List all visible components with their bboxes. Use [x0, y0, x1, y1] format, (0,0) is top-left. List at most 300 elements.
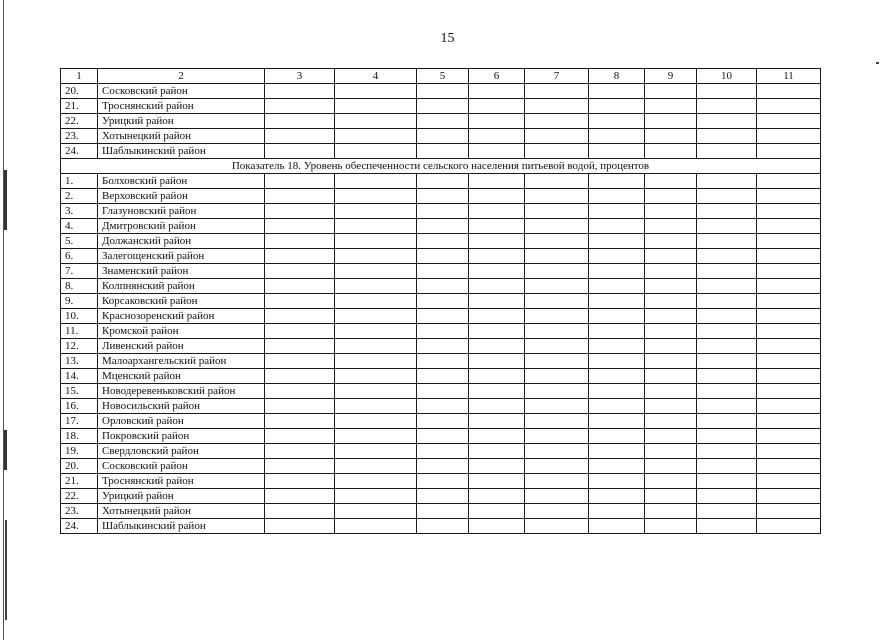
empty-value-cell [757, 474, 821, 489]
empty-value-cell [757, 504, 821, 519]
empty-value-cell [469, 429, 525, 444]
empty-value-cell [417, 519, 469, 534]
empty-value-cell [335, 174, 417, 189]
empty-value-cell [697, 189, 757, 204]
row-number: 24. [61, 519, 98, 534]
empty-value-cell [697, 204, 757, 219]
empty-value-cell [645, 114, 697, 129]
empty-value-cell [757, 219, 821, 234]
empty-value-cell [335, 279, 417, 294]
empty-value-cell [417, 489, 469, 504]
district-name: Должанский район [98, 234, 265, 249]
row-number: 10. [61, 309, 98, 324]
table-row [61, 399, 821, 414]
table-row [61, 99, 821, 114]
empty-value-cell [757, 84, 821, 99]
empty-value-cell [469, 234, 525, 249]
empty-value-cell [645, 474, 697, 489]
table-body [61, 69, 821, 534]
column-header: 11 [757, 69, 821, 84]
empty-value-cell [757, 174, 821, 189]
scan-edge-mark [5, 520, 7, 620]
empty-value-cell [265, 279, 335, 294]
empty-value-cell [645, 489, 697, 504]
empty-value-cell [589, 519, 645, 534]
empty-value-cell [525, 489, 589, 504]
column-header: 9 [645, 69, 697, 84]
empty-value-cell [335, 474, 417, 489]
row-number: 11. [61, 324, 98, 339]
table-row [61, 219, 821, 234]
empty-value-cell [645, 399, 697, 414]
table-row [61, 309, 821, 324]
empty-value-cell [417, 309, 469, 324]
empty-value-cell [757, 414, 821, 429]
district-name: Верховский район [98, 189, 265, 204]
empty-value-cell [265, 204, 335, 219]
empty-value-cell [335, 414, 417, 429]
empty-value-cell [757, 324, 821, 339]
table-row [61, 129, 821, 144]
empty-value-cell [589, 129, 645, 144]
row-number: 5. [61, 234, 98, 249]
table-row [61, 144, 821, 159]
empty-value-cell [469, 249, 525, 264]
district-name: Хотынецкий район [98, 129, 265, 144]
empty-value-cell [417, 354, 469, 369]
empty-value-cell [645, 174, 697, 189]
empty-value-cell [589, 354, 645, 369]
district-name: Свердловский район [98, 444, 265, 459]
empty-value-cell [645, 294, 697, 309]
empty-value-cell [417, 114, 469, 129]
empty-value-cell [265, 324, 335, 339]
table-row [61, 204, 821, 219]
empty-value-cell [469, 504, 525, 519]
empty-value-cell [335, 369, 417, 384]
empty-value-cell [757, 354, 821, 369]
empty-value-cell [469, 444, 525, 459]
empty-value-cell [525, 429, 589, 444]
column-header: 2 [98, 69, 265, 84]
empty-value-cell [589, 249, 645, 264]
empty-value-cell [697, 99, 757, 114]
empty-value-cell [335, 294, 417, 309]
empty-value-cell [645, 414, 697, 429]
empty-value-cell [525, 369, 589, 384]
empty-value-cell [697, 369, 757, 384]
empty-value-cell [525, 519, 589, 534]
table-row [61, 444, 821, 459]
row-number: 23. [61, 504, 98, 519]
empty-value-cell [589, 414, 645, 429]
table-row [61, 264, 821, 279]
empty-value-cell [335, 339, 417, 354]
empty-value-cell [589, 279, 645, 294]
empty-value-cell [417, 459, 469, 474]
row-number: 19. [61, 444, 98, 459]
empty-value-cell [417, 204, 469, 219]
empty-value-cell [265, 519, 335, 534]
empty-value-cell [645, 309, 697, 324]
empty-value-cell [469, 294, 525, 309]
empty-value-cell [645, 459, 697, 474]
table-row [61, 414, 821, 429]
empty-value-cell [697, 84, 757, 99]
district-name: Хотынецкий район [98, 504, 265, 519]
empty-value-cell [697, 129, 757, 144]
empty-value-cell [697, 354, 757, 369]
empty-value-cell [589, 324, 645, 339]
empty-value-cell [335, 429, 417, 444]
column-header: 3 [265, 69, 335, 84]
table-header-row [61, 69, 821, 84]
empty-value-cell [757, 384, 821, 399]
column-header: 8 [589, 69, 645, 84]
table-row [61, 369, 821, 384]
empty-value-cell [469, 144, 525, 159]
empty-value-cell [757, 399, 821, 414]
empty-value-cell [697, 309, 757, 324]
district-name: Корсаковский район [98, 294, 265, 309]
row-number: 15. [61, 384, 98, 399]
table-row [61, 174, 821, 189]
district-name: Сосковский район [98, 459, 265, 474]
empty-value-cell [589, 114, 645, 129]
empty-value-cell [757, 459, 821, 474]
empty-value-cell [265, 114, 335, 129]
empty-value-cell [265, 414, 335, 429]
empty-value-cell [757, 444, 821, 459]
empty-value-cell [525, 414, 589, 429]
empty-value-cell [697, 114, 757, 129]
table-row [61, 474, 821, 489]
empty-value-cell [757, 204, 821, 219]
empty-value-cell [469, 384, 525, 399]
empty-value-cell [589, 474, 645, 489]
empty-value-cell [757, 369, 821, 384]
empty-value-cell [645, 279, 697, 294]
empty-value-cell [589, 264, 645, 279]
row-number: 22. [61, 114, 98, 129]
row-number: 4. [61, 219, 98, 234]
table-row [61, 279, 821, 294]
district-name: Шаблыкинский район [98, 144, 265, 159]
empty-value-cell [589, 189, 645, 204]
row-number: 7. [61, 264, 98, 279]
empty-value-cell [525, 384, 589, 399]
empty-value-cell [697, 249, 757, 264]
empty-value-cell [697, 504, 757, 519]
empty-value-cell [697, 444, 757, 459]
row-number: 20. [61, 459, 98, 474]
empty-value-cell [525, 84, 589, 99]
empty-value-cell [525, 294, 589, 309]
empty-value-cell [469, 279, 525, 294]
row-number: 16. [61, 399, 98, 414]
empty-value-cell [757, 309, 821, 324]
empty-value-cell [417, 189, 469, 204]
table-row [61, 519, 821, 534]
empty-value-cell [265, 504, 335, 519]
table-row [61, 84, 821, 99]
district-name: Орловский район [98, 414, 265, 429]
row-number: 9. [61, 294, 98, 309]
empty-value-cell [589, 204, 645, 219]
district-name: Дмитровский район [98, 219, 265, 234]
table-row [61, 354, 821, 369]
empty-value-cell [469, 174, 525, 189]
empty-value-cell [589, 459, 645, 474]
empty-value-cell [265, 399, 335, 414]
empty-value-cell [697, 324, 757, 339]
empty-value-cell [757, 129, 821, 144]
empty-value-cell [697, 174, 757, 189]
empty-value-cell [417, 84, 469, 99]
district-name: Кромской район [98, 324, 265, 339]
empty-value-cell [645, 249, 697, 264]
empty-value-cell [265, 369, 335, 384]
table-row [61, 339, 821, 354]
row-number: 21. [61, 474, 98, 489]
empty-value-cell [525, 309, 589, 324]
empty-value-cell [645, 339, 697, 354]
empty-value-cell [525, 189, 589, 204]
district-name: Знаменский район [98, 264, 265, 279]
empty-value-cell [469, 264, 525, 279]
row-number: 20. [61, 84, 98, 99]
empty-value-cell [645, 219, 697, 234]
district-name: Новосильский район [98, 399, 265, 414]
district-name: Залегощенский район [98, 249, 265, 264]
empty-value-cell [589, 504, 645, 519]
empty-value-cell [757, 234, 821, 249]
empty-value-cell [417, 249, 469, 264]
empty-value-cell [589, 399, 645, 414]
scan-edge-line [3, 0, 4, 640]
district-name: Краснозоренский район [98, 309, 265, 324]
empty-value-cell [335, 219, 417, 234]
district-name: Покровский район [98, 429, 265, 444]
district-name: Мценский район [98, 369, 265, 384]
empty-value-cell [417, 234, 469, 249]
empty-value-cell [525, 504, 589, 519]
table-row [61, 324, 821, 339]
empty-value-cell [469, 219, 525, 234]
empty-value-cell [335, 399, 417, 414]
empty-value-cell [645, 354, 697, 369]
district-name: Новодеревеньковский район [98, 384, 265, 399]
empty-value-cell [469, 369, 525, 384]
empty-value-cell [645, 519, 697, 534]
empty-value-cell [417, 174, 469, 189]
empty-value-cell [697, 459, 757, 474]
district-name: Малоархангельский район [98, 354, 265, 369]
empty-value-cell [417, 219, 469, 234]
empty-value-cell [265, 489, 335, 504]
empty-value-cell [697, 279, 757, 294]
indicator-table [60, 68, 821, 534]
empty-value-cell [757, 114, 821, 129]
empty-value-cell [589, 99, 645, 114]
empty-value-cell [697, 474, 757, 489]
empty-value-cell [417, 339, 469, 354]
empty-value-cell [265, 309, 335, 324]
empty-value-cell [697, 519, 757, 534]
empty-value-cell [335, 309, 417, 324]
empty-value-cell [265, 249, 335, 264]
empty-value-cell [469, 399, 525, 414]
empty-value-cell [335, 144, 417, 159]
empty-value-cell [525, 114, 589, 129]
empty-value-cell [697, 264, 757, 279]
empty-value-cell [335, 249, 417, 264]
empty-value-cell [265, 84, 335, 99]
empty-value-cell [645, 99, 697, 114]
empty-value-cell [335, 204, 417, 219]
empty-value-cell [265, 444, 335, 459]
table-row [61, 294, 821, 309]
column-header: 10 [697, 69, 757, 84]
empty-value-cell [469, 489, 525, 504]
empty-value-cell [525, 459, 589, 474]
row-number: 24. [61, 144, 98, 159]
empty-value-cell [525, 99, 589, 114]
empty-value-cell [757, 519, 821, 534]
empty-value-cell [417, 429, 469, 444]
empty-value-cell [265, 354, 335, 369]
empty-value-cell [757, 339, 821, 354]
empty-value-cell [525, 234, 589, 249]
empty-value-cell [265, 129, 335, 144]
district-name: Ливенский район [98, 339, 265, 354]
empty-value-cell [417, 444, 469, 459]
empty-value-cell [645, 84, 697, 99]
empty-value-cell [525, 129, 589, 144]
empty-value-cell [265, 384, 335, 399]
row-number: 21. [61, 99, 98, 114]
empty-value-cell [417, 369, 469, 384]
empty-value-cell [697, 219, 757, 234]
table-row [61, 459, 821, 474]
empty-value-cell [335, 444, 417, 459]
table-row [61, 504, 821, 519]
row-number: 8. [61, 279, 98, 294]
empty-value-cell [525, 219, 589, 234]
column-header: 4 [335, 69, 417, 84]
empty-value-cell [469, 324, 525, 339]
row-number: 17. [61, 414, 98, 429]
district-name: Шаблыкинский район [98, 519, 265, 534]
district-name: Троснянский район [98, 99, 265, 114]
empty-value-cell [697, 339, 757, 354]
empty-value-cell [469, 99, 525, 114]
empty-value-cell [757, 279, 821, 294]
section-title: Показатель 18. Уровень обеспеченности сельского населения питьевой водой, процентов [61, 159, 821, 174]
empty-value-cell [335, 114, 417, 129]
empty-value-cell [417, 414, 469, 429]
empty-value-cell [265, 174, 335, 189]
row-number: 6. [61, 249, 98, 264]
row-number: 23. [61, 129, 98, 144]
row-number: 12. [61, 339, 98, 354]
empty-value-cell [335, 519, 417, 534]
empty-value-cell [757, 264, 821, 279]
table-row [61, 489, 821, 504]
empty-value-cell [469, 474, 525, 489]
empty-value-cell [525, 279, 589, 294]
empty-value-cell [525, 474, 589, 489]
column-header: 5 [417, 69, 469, 84]
empty-value-cell [589, 384, 645, 399]
empty-value-cell [589, 339, 645, 354]
empty-value-cell [589, 444, 645, 459]
empty-value-cell [589, 144, 645, 159]
empty-value-cell [645, 369, 697, 384]
table-row [61, 384, 821, 399]
scan-edge-mark [4, 170, 7, 230]
scan-speck [876, 62, 879, 64]
table-row [61, 114, 821, 129]
empty-value-cell [265, 144, 335, 159]
empty-value-cell [697, 414, 757, 429]
row-number: 22. [61, 489, 98, 504]
empty-value-cell [757, 189, 821, 204]
empty-value-cell [265, 294, 335, 309]
empty-value-cell [335, 189, 417, 204]
empty-value-cell [265, 264, 335, 279]
column-header: 6 [469, 69, 525, 84]
empty-value-cell [265, 339, 335, 354]
empty-value-cell [265, 474, 335, 489]
district-name: Сосковский район [98, 84, 265, 99]
empty-value-cell [525, 324, 589, 339]
empty-value-cell [645, 204, 697, 219]
empty-value-cell [335, 459, 417, 474]
empty-value-cell [335, 384, 417, 399]
empty-value-cell [469, 459, 525, 474]
empty-value-cell [757, 294, 821, 309]
empty-value-cell [697, 144, 757, 159]
page-number: 15 [440, 31, 455, 46]
empty-value-cell [335, 264, 417, 279]
empty-value-cell [757, 144, 821, 159]
empty-value-cell [697, 399, 757, 414]
empty-value-cell [525, 444, 589, 459]
empty-value-cell [645, 429, 697, 444]
empty-value-cell [417, 264, 469, 279]
row-number: 18. [61, 429, 98, 444]
table-row [61, 249, 821, 264]
empty-value-cell [469, 519, 525, 534]
empty-value-cell [469, 114, 525, 129]
empty-value-cell [757, 489, 821, 504]
empty-value-cell [697, 294, 757, 309]
empty-value-cell [589, 84, 645, 99]
empty-value-cell [417, 474, 469, 489]
empty-value-cell [265, 99, 335, 114]
empty-value-cell [417, 294, 469, 309]
empty-value-cell [645, 384, 697, 399]
empty-value-cell [589, 174, 645, 189]
empty-value-cell [525, 339, 589, 354]
empty-value-cell [645, 504, 697, 519]
empty-value-cell [265, 219, 335, 234]
empty-value-cell [525, 399, 589, 414]
table-row [61, 189, 821, 204]
empty-value-cell [525, 264, 589, 279]
empty-value-cell [525, 249, 589, 264]
